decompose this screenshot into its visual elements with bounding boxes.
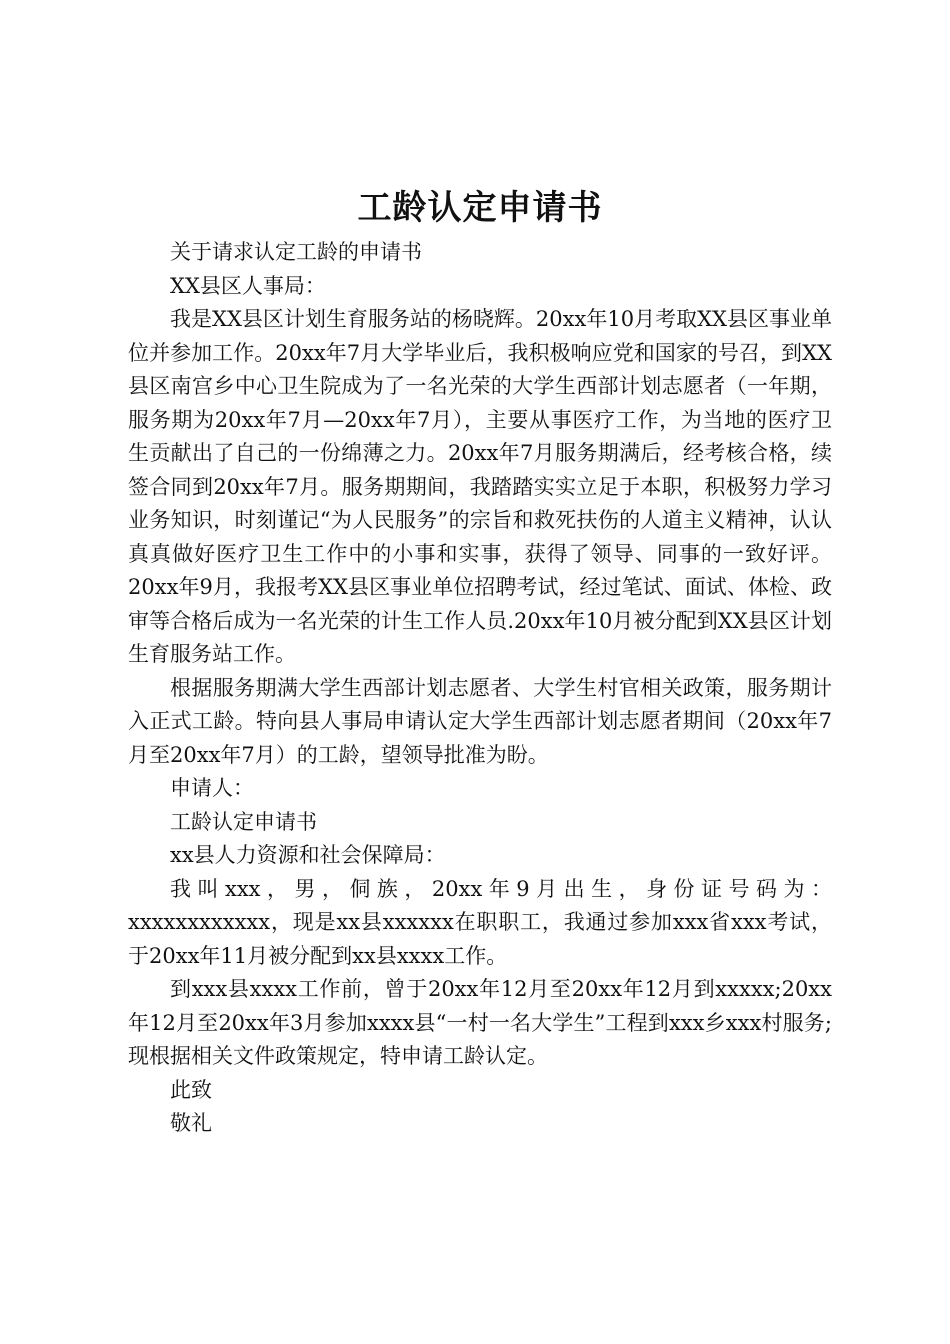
subject-line: 关于请求认定工龄的申请书 — [170, 240, 422, 264]
closing-line: 此致 — [170, 1077, 212, 1102]
body-paragraph: 我叫xxx，男，侗族，20xx年9月出生，身份证号码为：xxxxxxxxxxxx，现是xx县xxxxxx在职职工，我通过参加xxx省xxx考试，于20xx年11月被分配到xx县xxxx工作。 — [128, 876, 832, 968]
document-body — [128, 236, 832, 1141]
salutation-line: 敬礼 — [170, 1111, 212, 1135]
body-paragraph: 我是XX县区计划生育服务站的杨晓辉。20xx年10月考取XX县区事业单位并参加工作。20xx年7月大学毕业后，我积极响应党和国家的号召，到XX县区南宫乡中心卫生院成为了一名光荣的大学生西部计划志愿者（一年期，服务期为20xx年7月—20xx年7月），主要从事医疗工作，为当地的医疗卫生贡献出了自己的一份绵薄之力。20xx年7月服务期满后，经考核合格，续签合同到20xx年7月。服务期期间，我踏踏实实立足于本职，积极努力学习业务知识，时刻谨记“为人民服务”的宗旨和救死扶伤的人道主义精神，认认真真做好医疗卫生工作中的小事和实事，获得了领导、同事的一致好评。20xx年9月，我报考XX县区事业单位招聘考试，经过笔试、面试、体检、政审等合格后成为一名光荣的计生工作人员.20xx年10月被分配到XX县区计划生育服务站工作。 — [128, 307, 832, 666]
second-letter-title: 工龄认定申请书 — [170, 809, 317, 834]
recipient-line: XX县区人事局： — [170, 273, 326, 298]
body-paragraph: 到xxx县xxxx工作前，曾于20xx年12月至20xx年12月到xxxxx;20xx年12月至20xx年3月参加xxxx县“一村一名大学生”工程到xxx乡xxx村服务;现根据相关文件政策规定，特申请工龄认定。 — [128, 977, 832, 1068]
applicant-line: 申请人： — [170, 776, 254, 800]
second-recipient-line: xx县人力资源和社会保障局： — [170, 843, 446, 867]
document-title: 工龄认定申请书 — [357, 188, 603, 228]
body-paragraph: 根据服务期满大学生西部计划志愿者、大学生村官相关政策，服务期计入正式工龄。特向县人事局申请认定大学生西部计划志愿者期间（20xx年7月至20xx年7月）的工龄，望领导批准为盼。 — [128, 675, 832, 767]
